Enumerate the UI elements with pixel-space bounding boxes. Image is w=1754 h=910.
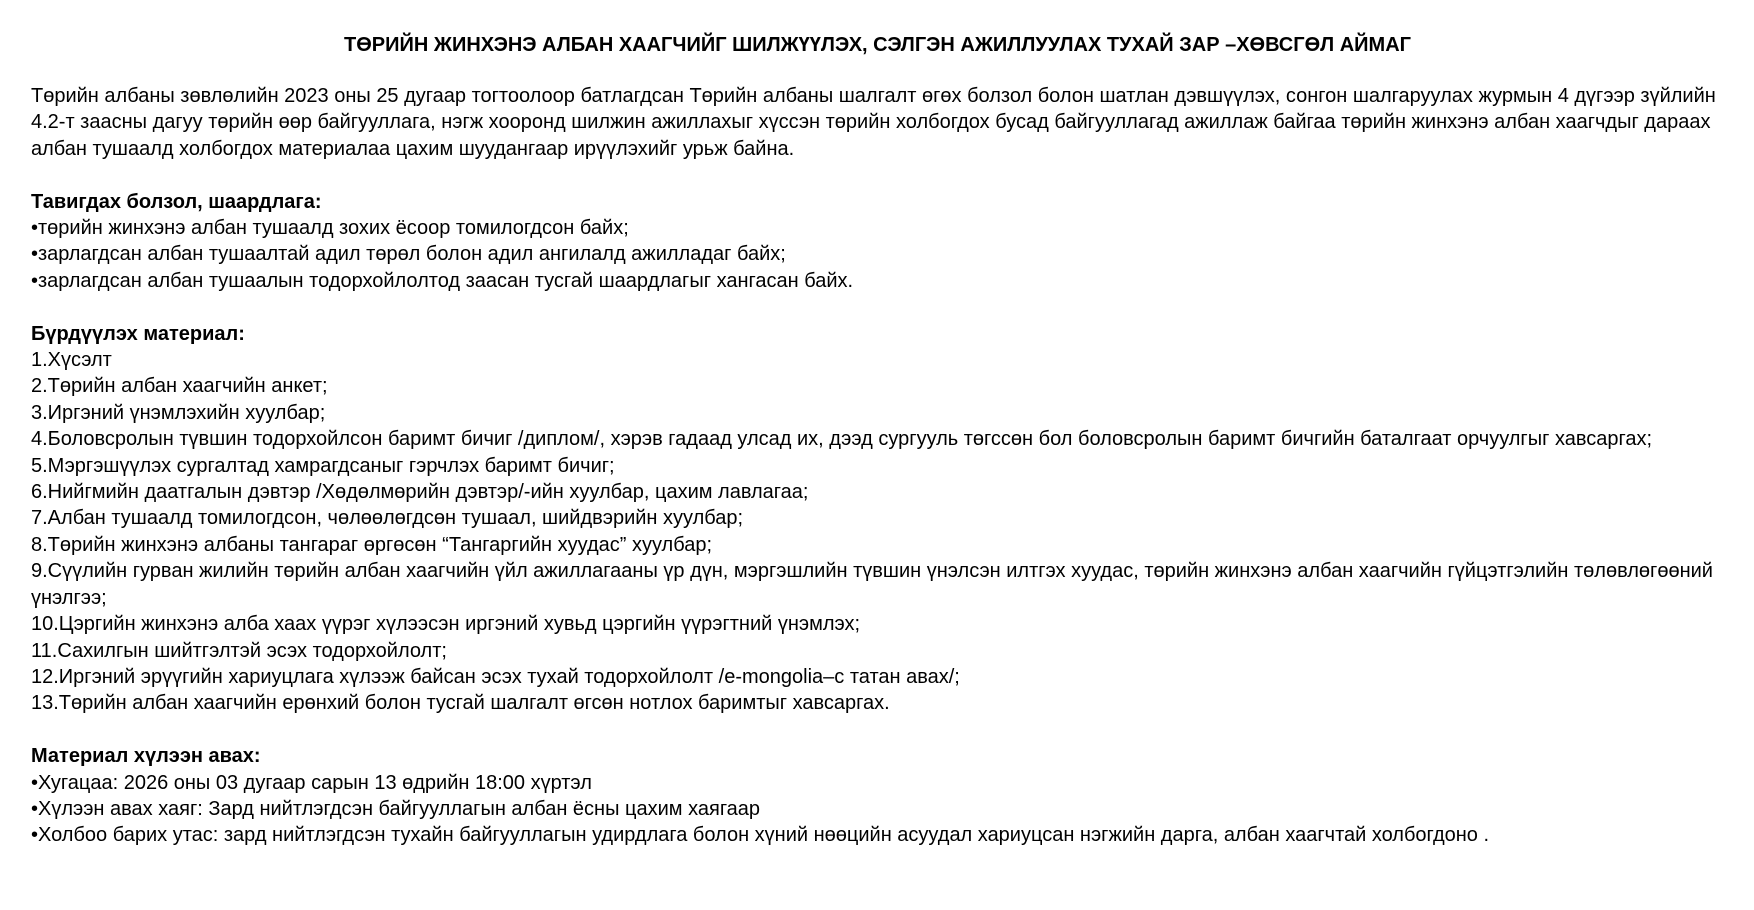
list-item: 6.Нийгмийн даатгалын дэвтэр /Хөдөлмөрийн дэвтэр/-ийн хуулбар, цахим лавлагаа; — [31, 481, 809, 504]
requirements-heading: Тавигдах болзол, шаардлага: — [31, 190, 322, 213]
list-item: 8.Төрийн жинхэнэ албаны тангараг өргөсөн “Тангаргийн хуудас” хуулбар; — [31, 533, 713, 556]
list-item: •зарлагдсан албан тушаалын тодорхойлолтод заасан тусгай шаардлагыг хангасан байх. — [31, 269, 854, 292]
document-title: ТӨРИЙН ЖИНХЭНЭ АЛБАН ХААГЧИЙГ ШИЛЖҮҮЛЭХ, СЭЛГЭН АЖИЛЛУУЛАХ ТУХАЙ ЗАР –ХӨВСГӨЛ АЙМАГ — [344, 34, 1411, 56]
materials-section — [31, 321, 1724, 717]
list-item: 7.Албан тушаалд томилогдсон, чөлөөлөгдсөн тушаал, шийдвэрийн хуулбар; — [31, 507, 744, 530]
list-item: •төрийн жинхэнэ албан тушаалд зохих ёсоор томилогдсон байх; — [31, 217, 629, 240]
materials-heading: Бүрдүүлэх материал: — [31, 322, 245, 345]
list-item: 4.Боловсролын түвшин тодорхойлсон баримт бичиг /диплом/, хэрэв гадаад улсад их, дээд сургууль төгссөн бол боловсролын баримт бичгийн баталгаат орчуулгыг хавсаргах; — [31, 428, 1653, 451]
list-item: 5.Мэргэшүүлэх сургалтад хамрагдсаныг гэрчлэх баримт бичиг; — [31, 454, 615, 477]
list-item: •Хугацаа: 2026 оны 03 дугаар сарын 13 өдрийн 18:00 хүртэл — [31, 771, 592, 794]
submission-heading: Материал хүлээн авах: — [31, 745, 261, 768]
materials-list — [31, 347, 1724, 717]
list-item: 13.Төрийн албан хаагчийн ерөнхий болон тусгай шалгалт өгсөн нотлох баримтыг хавсаргах. — [31, 692, 890, 715]
list-item: 12.Иргэний эрүүгийн хариуцлага хүлээж байсан эсэх тухай тодорхойлолт /e-mongolia–с татан авах/; — [31, 665, 960, 688]
list-item: 10.Цэргийн жинхэнэ алба хаах үүрэг хүлээсэн иргэний хувьд цэргийн үүрэгтний үнэмлэх; — [31, 613, 861, 636]
intro-paragraph: Төрийн албаны зөвлөлийн 2023 оны 25 дугаар тогтоолоор батлагдсан Төрийн албаны шалгалт өгөх болзол болон шатлан дэвшүүлэх, сонгон шалгаруулах журмын 4 дүгээр зүйлийн 4.2-т заасны дагуу төрийн өөр байгууллага, нэгж хооронд шилжин ажиллахыг хүссэн төрийн холбогдох бусад байгууллагад ажиллаж байгаа төрийн жинхэнэ албан хаагчдыг дараах албан тушаалд холбогдох материалаа цахим шуудангаар ирүүлэхийг урьж байна. — [31, 85, 1716, 160]
list-item: 1.Хүсэлт — [31, 349, 112, 372]
list-item: 3.Иргэний үнэмлэхийн хуулбар; — [31, 401, 326, 424]
list-item: 2.Төрийн албан хаагчийн анкет; — [31, 375, 328, 398]
submission-list — [31, 770, 1724, 849]
list-item: •Холбоо барих утас: зард нийтлэгдсэн тухайн байгууллагын удирдлага болон хүний нөөцийн асуудал хариуцсан нэгжийн дарга, албан хаагчтай холбогдоно . — [31, 824, 1490, 847]
list-item: •зарлагдсан албан тушаалтай адил төрөл болон адил ангилалд ажилладаг байх; — [31, 243, 786, 266]
list-item: 11.Сахилгын шийтгэлтэй эсэх тодорхойлолт; — [31, 639, 447, 662]
requirements-section — [31, 189, 1724, 295]
list-item: 9.Сүүлийн гурван жилийн төрийн албан хаагчийн үйл ажиллагааны үр дүн, мэргэшлийн түвшин үнэлсэн илтгэх хуудас, төрийн жинхэнэ албан хаагчийн гүйцэтгэлийн төлөвлөгөөний үнэлгээ; — [31, 560, 1713, 609]
list-item: •Хүлээн авах хаяг: Зард нийтлэгдсэн байгууллагын албан ёсны цахим хаягаар — [31, 797, 761, 820]
submission-section — [31, 743, 1724, 849]
requirements-list — [31, 215, 1724, 294]
